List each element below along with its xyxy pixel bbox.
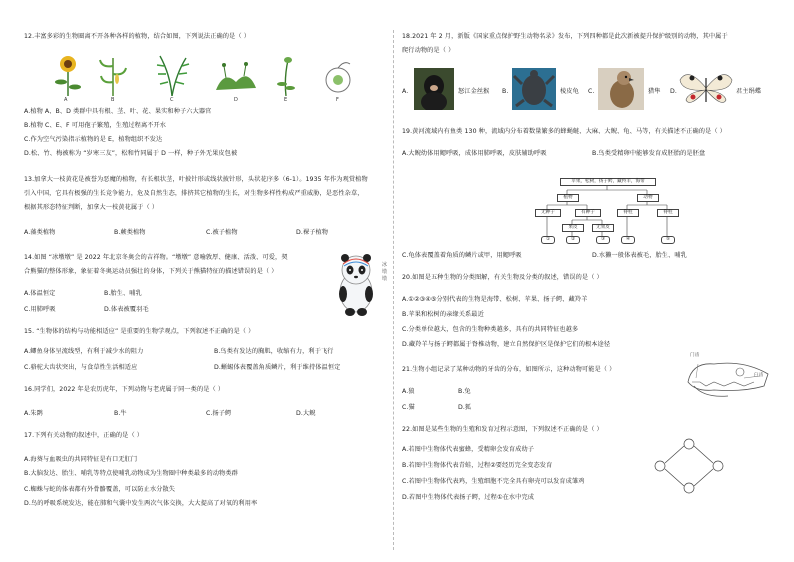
- q22-option-c: C.若图中生物体代表鸡，生殖细胞不完全具有卵壳可以发育成雏鸡: [402, 478, 585, 485]
- liverwort-icon: [214, 60, 258, 96]
- diagram-leaf-4: ④: [621, 236, 635, 244]
- diagram-leaf-1: ①: [541, 236, 555, 244]
- q13-option-b: B.蕨类植物: [114, 229, 146, 236]
- q16-option-c: C.扬子鳄: [206, 410, 232, 417]
- diagram-node-animals: 动物: [637, 194, 659, 202]
- diagram-node-plants: 植物: [557, 194, 579, 202]
- q15-option-b: B.鸟类有发达的胸肌，收缩有力，利于飞行: [214, 348, 334, 355]
- q12-option-c: C.作为空气污染指示植物的是 E，植物组织不发达: [24, 136, 163, 143]
- plant-label-e: E: [284, 97, 288, 103]
- q18-option-a-name: 怒江金丝猴: [458, 88, 490, 95]
- q20-option-c: C.分类单位越大，包含的生物种类越多，具有的共同特征也越多: [402, 326, 579, 333]
- q22-option-b: B.若图中生物体代表青蛙，过程②要经历完全变态发育: [402, 462, 553, 469]
- q16-option-b: B.牛: [114, 410, 127, 417]
- q15-option-d: D.蜥蜴体表覆盖角质鳞片，利于维持体温恒定: [214, 364, 341, 371]
- q19-stem: 19.黄河流域内有鱼类 130 种，流域内分布着数量繁多的蜂蝇鲢、大麻、大鲵、龟、马等，有关描述不正确的是（ ）: [402, 128, 726, 135]
- skull-label-incisor: 门齿: [690, 353, 700, 358]
- q13-stem-line2: 引入中国，它具有极强的生长竞争能力，危及自然生态，排挤其它植物的生长，对生物多样性构成严重威胁，是恶性杂草，: [24, 190, 364, 197]
- q17-option-c: C.蜘蛛与蛇的体表都有外骨骼覆盖，可以防止水分散失: [24, 486, 176, 493]
- q17-option-b: B.大脑发达、胎生、哺乳等特点使哺乳动物成为生物圈中种类最多的动物类群: [24, 470, 238, 477]
- q13-stem-line3: 根据其形态特征判断，加拿大一枝黄花属于（ ）: [24, 204, 159, 211]
- diagram-node-no-fruit-coat: 无果皮: [592, 224, 614, 232]
- q18-option-c-letter: C.: [588, 88, 595, 95]
- skull-label-molar: 臼齿: [754, 373, 764, 378]
- q14-stem-line2: 合熊猫的整体形象，象征着冬奥运动员强壮的身体，下列关于熊猫特征的描述错误的是（ ）: [24, 268, 278, 275]
- plant-label-b: B: [111, 97, 115, 103]
- q12-option-a: A.植物 A、B、D 类群中具有根、茎、叶、花、果实和种子六大器官: [24, 108, 212, 115]
- diagram-root: 苹果，松树，扬子鳄，藏羚羊，海带: [560, 178, 656, 186]
- q14-option-b: B.胎生、哺乳: [104, 290, 142, 297]
- corn-plant-icon: [98, 54, 128, 96]
- q16-option-d: D.大鲵: [296, 410, 316, 417]
- q18-option-d-name: 君主绢蝶: [736, 88, 762, 95]
- q18-option-d-letter: D.: [670, 88, 677, 95]
- diagram-leaf-2: ②: [566, 236, 580, 244]
- q12-stem: 12.丰富多彩的生物圈离不开各种各样的植物，结合如图，下列说法正确的是（ ）: [24, 33, 250, 40]
- fern-icon: [152, 54, 192, 96]
- q19-option-c: C.龟体表覆盖着角质的鳞片或甲，用鳃呼吸: [402, 252, 522, 259]
- q19-option-b: B.鸟类受精卵中能够发育成胚胎的是胚盘: [592, 150, 706, 157]
- life-cycle-diagram: [644, 436, 734, 496]
- q21-option-c: C.猫: [402, 404, 415, 411]
- bing-dwen-dwen-caption: 冰墩墩: [382, 262, 388, 282]
- q16-stem: 16.同学们，2022 年是农历虎年，下列动物与老虎属于同一类的是（ ）: [24, 386, 225, 393]
- q22-stem: 22.如图是某些生物的生殖和发育过程示意图，下列叙述不正确的是（ ）: [402, 426, 603, 433]
- diagram-node-spine-1: 脊柱: [617, 209, 639, 217]
- q21-option-b: B.兔: [458, 388, 471, 395]
- q21-stem: 21.生物小组记录了某种动物的牙齿的分布，如图所示，这种动物可能是（ ）: [402, 366, 616, 373]
- q17-option-d: D.鸟的呼吸系统发达，能在肺和气囊中发生两次气体交换，大大提高了对氧的利用率: [24, 500, 258, 507]
- q19-option-a: A.大鲵幼体用鳃呼吸，成体用肺呼吸，皮肤辅助呼吸: [402, 150, 547, 157]
- q18-stem-line1: 18.2021 年 2 月，新版《国家重点保护野生动物名录》发布，下列四种都是此次新被提升保护级别的动物，其中属于: [402, 33, 728, 40]
- q22-option-d: D.若图中生物体代表扬子鳄，过程①在水中完成: [402, 494, 535, 501]
- q14-option-c: C.用肺呼吸: [24, 306, 56, 313]
- diagram-node-seed: 有种子: [575, 209, 601, 217]
- q18-stem-line2: 爬行动物的是（ ）: [402, 47, 455, 54]
- classification-diagram: [532, 176, 682, 246]
- q21-option-a: A.狼: [402, 388, 415, 395]
- q15-option-c: C.骆驼大齿状突出，与食草性生活相适应: [24, 364, 138, 371]
- q14-stem-line1: 14.如图 “冰墩墩” 是 2022 年北京冬奥会的吉祥物。“墩墩” 意喻敦厚、健康、活泼、可爱，契: [24, 254, 288, 261]
- snub-nosed-monkey-photo: [414, 68, 454, 110]
- plant-label-c: C: [170, 97, 174, 103]
- q18-option-c-name: 猎隼: [648, 88, 661, 95]
- leatherback-turtle-photo: [512, 68, 556, 110]
- algae-cell-icon: [320, 60, 356, 96]
- plant-label-d: D: [234, 97, 238, 103]
- q16-option-a: A.朱鹮: [24, 410, 43, 417]
- bing-dwen-dwen-mascot-icon: [336, 250, 382, 320]
- q20-option-d: D.藏羚羊与扬子鳄都属于脊椎动物，建立自然保护区是保护它们的根本途径: [402, 341, 611, 348]
- q13-stem-line1: 13.加拿大一枝黄花是被誉为恶魔的植物，有长根状茎，叶披针形或线状披针形，头状花序多（6-1）。1935 年作为观赏植物: [24, 176, 368, 183]
- sunflower-icon: [48, 54, 88, 96]
- q18-option-b-letter: B.: [502, 88, 509, 95]
- diagram-node-spine-2: 脊柱: [657, 209, 679, 217]
- q17-stem: 17.下列有关动物的叙述中，正确的是（ ）: [24, 432, 144, 439]
- q17-option-a: A.海葵与血吸虫的共同特征是有口无肛门: [24, 456, 138, 463]
- moss-icon: [270, 54, 302, 96]
- diagram-node-fruit-coat: 果皮: [562, 224, 584, 232]
- q20-option-a: A.①②③④⑤分别代表的生物是海带、松树、苹果、扬子鳄、藏羚羊: [402, 296, 588, 303]
- q13-option-a: A.藻类植物: [24, 229, 56, 236]
- q12-option-b: B.植物 C、E、F 可用孢子繁殖，生殖过程离不开水: [24, 122, 167, 129]
- q12-option-d: D.松、竹、梅被称为 “岁寒三友”，松和竹同属于 D 一样，种子外无果皮包被: [24, 150, 238, 157]
- plant-label-f: F: [336, 97, 339, 103]
- column-divider: [393, 30, 394, 550]
- q18-option-b-name: 棱皮龟: [560, 88, 579, 95]
- q20-option-b: B.苹果和松树的亲缘关系最近: [402, 311, 484, 318]
- diagram-leaf-3: ③: [596, 236, 610, 244]
- q14-option-a: A.体温恒定: [24, 290, 56, 297]
- q19-option-d: D.水獭一般体表被毛，胎生、哺乳: [592, 252, 687, 259]
- right-column: [402, 0, 776, 562]
- q15-option-a: A.鲫鱼身体呈流线型，有利于减少水的阻力: [24, 348, 144, 355]
- q13-option-d: D.裸子植物: [296, 229, 329, 236]
- diagram-node-no-seed: 无种子: [535, 209, 561, 217]
- saker-falcon-photo: [598, 68, 644, 110]
- q14-option-d: D.体表被覆羽毛: [104, 306, 149, 313]
- q13-option-c: C.被子植物: [206, 229, 238, 236]
- apollo-butterfly-photo: [678, 68, 734, 110]
- q20-stem: 20.如图是五种生物的分类图解，有关生物及分类的叙述，错误的是（ ）: [402, 274, 603, 281]
- left-column: [24, 0, 386, 562]
- q21-option-d: D.狐: [458, 404, 472, 411]
- q18-option-a-letter: A.: [402, 88, 409, 95]
- diagram-leaf-5: ⑤: [661, 236, 675, 244]
- q22-option-a: A.若图中生物体代表蜜蜂，受精卵会发育成幼子: [402, 446, 535, 453]
- q15-stem: 15. “生物体的结构与功能相适应” 是重要的生物学观点，下列叙述不正确的是（ ）: [24, 328, 255, 335]
- plant-label-a: A: [64, 97, 68, 103]
